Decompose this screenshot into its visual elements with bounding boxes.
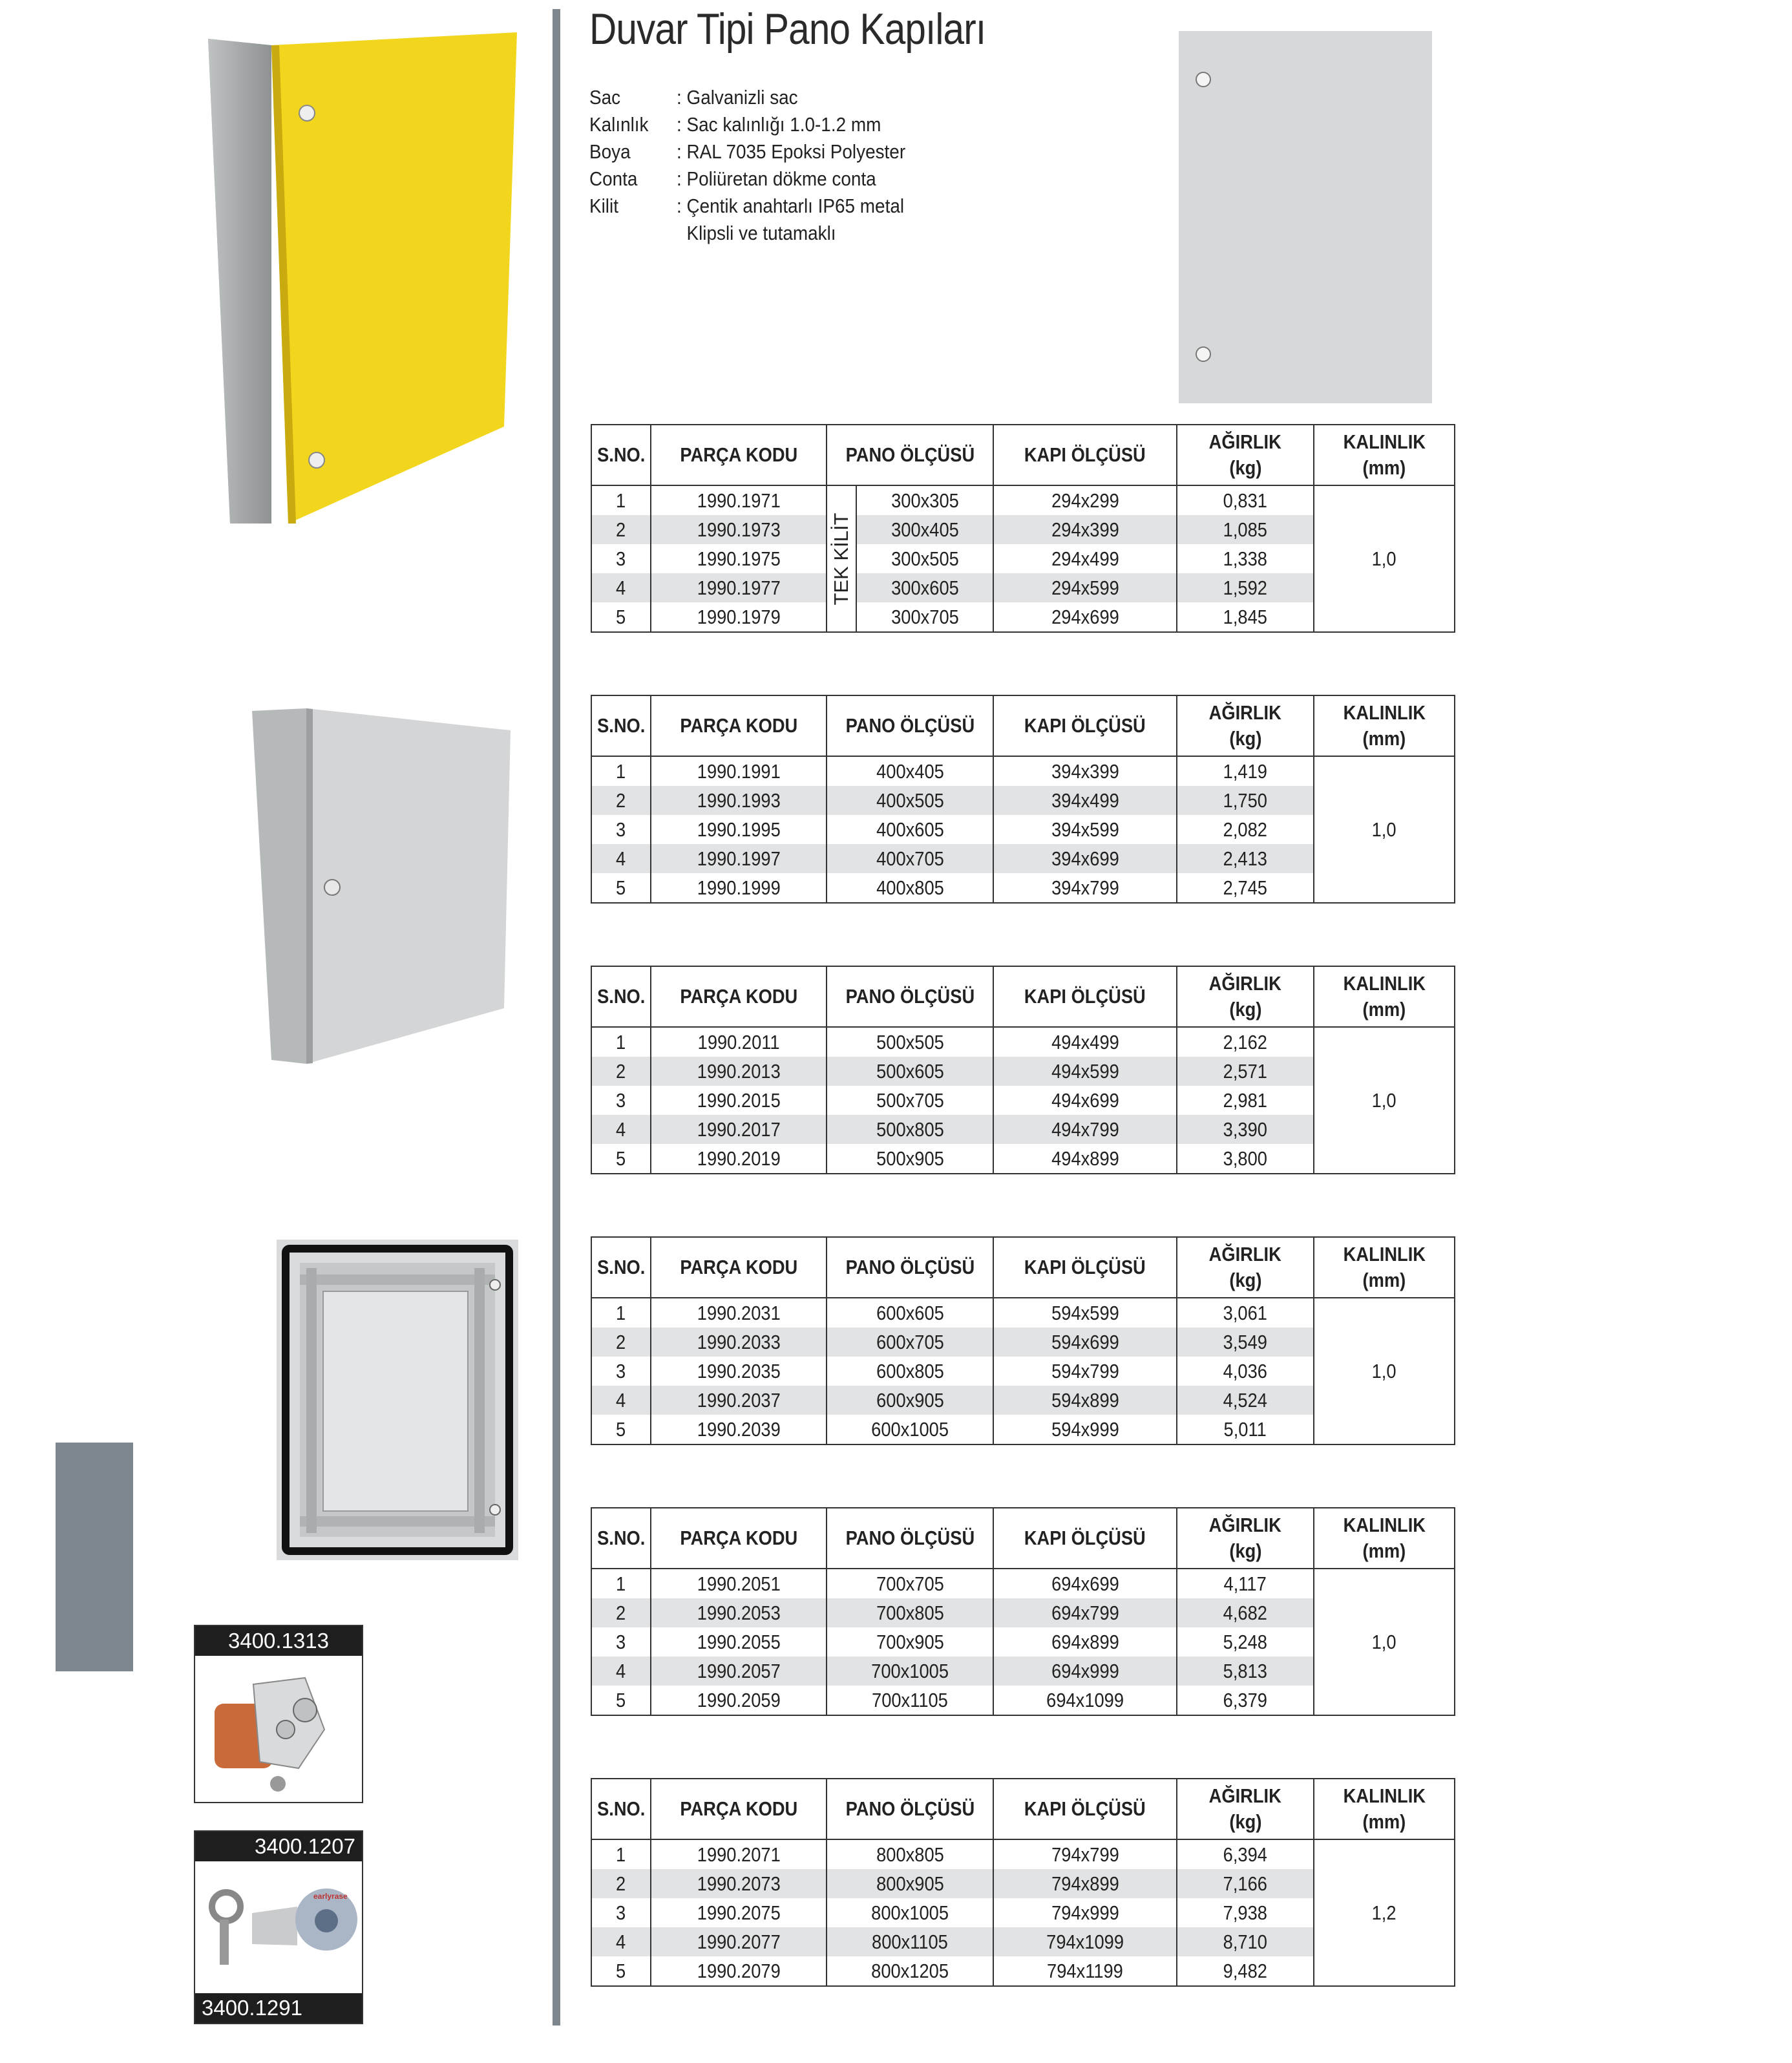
table-row: 5 1990.1999 400x805 394x799 2,745 <box>591 873 1455 903</box>
header-pano: PANO ÖLÇÜSÜ <box>827 1237 993 1298</box>
header-kapi: KAPI ÖLÇÜSÜ <box>993 966 1177 1027</box>
header-sno: S.NO. <box>591 1779 651 1839</box>
spec-list <box>589 84 905 247</box>
spec-row: Kilit : Çentik anahtarlı IP65 metal <box>589 195 905 217</box>
header-code: PARÇA KODU <box>651 966 827 1027</box>
table-row: 5 1990.2059 700x1105 694x1099 6,379 <box>591 1686 1455 1715</box>
table-row: 5 1990.2039 600x1005 594x999 5,011 <box>591 1415 1455 1444</box>
spec-row: Boya : RAL 7035 Epoksi Polyester <box>589 140 906 163</box>
accessory-code-label: 3400.1291 <box>195 1993 362 2023</box>
header-sno: S.NO. <box>591 425 651 485</box>
spec-row: Klipsli ve tutamaklı <box>677 222 836 244</box>
header-kapi: KAPI ÖLÇÜSÜ <box>993 1779 1177 1839</box>
table-row: 3 1990.2015 500x705 494x699 2,981 <box>591 1086 1455 1115</box>
header-kapi: KAPI ÖLÇÜSÜ <box>993 1508 1177 1569</box>
accessory-clamp-box <box>194 1625 363 1803</box>
table-row: 2 1990.1993 400x505 394x499 1,750 <box>591 786 1455 815</box>
page-title: Duvar Tipi Pano Kapıları <box>589 5 986 54</box>
header-sno: S.NO. <box>591 1237 651 1298</box>
table-row: 1 1990.1991 400x405 394x399 1,419 1,0 <box>591 756 1455 786</box>
lock-type-label: TEK KİLİT <box>830 513 852 605</box>
header-kapi: KAPI ÖLÇÜSÜ <box>993 695 1177 756</box>
table-row: 1 1990.2011 500x505 494x499 2,162 1,0 <box>591 1027 1455 1057</box>
table-row: 1 1990.2051 700x705 694x699 4,117 1,0 <box>591 1569 1455 1598</box>
spec-row: Sac : Galvanizli sac <box>589 86 798 109</box>
header-code: PARÇA KODU <box>651 1508 827 1569</box>
thickness-cell: 1,0 <box>1314 485 1455 632</box>
product-table-1 <box>591 424 1455 633</box>
product-table-3 <box>591 966 1455 1174</box>
header-kapi: KAPI ÖLÇÜSÜ <box>993 425 1177 485</box>
table-row: 3 1990.2075 800x1005 794x999 7,938 <box>591 1898 1455 1927</box>
thickness-cell: 1,0 <box>1314 1298 1455 1444</box>
table-header-row <box>591 425 1455 485</box>
header-code: PARÇA KODU <box>651 695 827 756</box>
product-table-5 <box>591 1507 1455 1716</box>
table-row: 1 1990.2031 600x605 594x599 3,061 1,0 <box>591 1298 1455 1328</box>
header-weight: AĞIRLIK (kg) <box>1177 966 1314 1027</box>
spec-row: Conta : Poliüretan dökme conta <box>589 167 876 190</box>
header-pano: PANO ÖLÇÜSÜ <box>827 425 993 485</box>
table-row: 3 1990.2055 700x905 694x899 5,248 <box>591 1627 1455 1656</box>
thickness-cell: 1,0 <box>1314 1569 1455 1715</box>
table-row: 2 1990.2053 700x805 694x799 4,682 <box>591 1598 1455 1627</box>
header-weight: AĞIRLIK (kg) <box>1177 425 1314 485</box>
thickness-cell: 1,0 <box>1314 756 1455 903</box>
table-row: 4 1990.2077 800x1105 794x1099 8,710 <box>591 1927 1455 1956</box>
grey-door-panel-image <box>1179 31 1432 403</box>
accessory-key-lock <box>194 1830 363 2024</box>
grey-cabinet-image <box>246 704 517 1066</box>
header-pano: PANO ÖLÇÜSÜ <box>827 1779 993 1839</box>
header-thickness: KALINLIK (mm) <box>1314 1779 1455 1839</box>
clamp-image <box>208 1665 350 1794</box>
accessory-clamp <box>194 1625 363 1803</box>
key-lock-image <box>200 1868 358 1984</box>
header-sno: S.NO. <box>591 1508 651 1569</box>
table-row: 4 1990.1977 300x605 294x599 1,592 <box>591 573 1455 602</box>
table-row: 2 1990.2013 500x605 494x599 2,571 <box>591 1057 1455 1086</box>
header-thickness: KALINLIK (mm) <box>1314 695 1455 756</box>
header-thickness: KALINLIK (mm) <box>1314 1237 1455 1298</box>
table-row: 4 1990.1997 400x705 394x699 2,413 <box>591 844 1455 873</box>
header-kapi: KAPI ÖLÇÜSÜ <box>993 1237 1177 1298</box>
header-thickness: KALINLIK (mm) <box>1314 425 1455 485</box>
table-row: 5 1990.2079 800x1205 794x1199 9,482 <box>591 1956 1455 1986</box>
accessory-code-label: 3400.1313 <box>195 1626 362 1656</box>
header-code: PARÇA KODU <box>651 425 827 485</box>
yellow-door-cabinet-image <box>200 26 523 530</box>
table-row: 4 1990.2057 700x1005 694x999 5,813 <box>591 1656 1455 1686</box>
table-row: 5 1990.2019 500x905 494x899 3,800 <box>591 1144 1455 1174</box>
table-row: 1 1990.1971 TEK KİLİT 300x305 294x299 0,831 1,0 <box>591 485 1455 515</box>
header-sno: S.NO. <box>591 695 651 756</box>
header-thickness: KALINLIK (mm) <box>1314 1508 1455 1569</box>
lock-type-cell <box>827 485 856 632</box>
table-row: 3 1990.1995 400x605 394x599 2,082 <box>591 815 1455 844</box>
thickness-cell: 1,2 <box>1314 1839 1455 1986</box>
table-row: 1 1990.2071 800x805 794x799 6,394 1,2 <box>591 1839 1455 1869</box>
table-row: 3 1990.1975 300x505 294x499 1,338 <box>591 544 1455 573</box>
lock-brand-logo: earlyrase <box>313 1892 348 1901</box>
table-row: 3 1990.2035 600x805 594x799 4,036 <box>591 1357 1455 1386</box>
table-row: 2 1990.2073 800x905 794x899 7,166 <box>591 1869 1455 1898</box>
header-weight: AĞIRLIK (kg) <box>1177 1508 1314 1569</box>
header-pano: PANO ÖLÇÜSÜ <box>827 1508 993 1569</box>
product-table-6 <box>591 1778 1455 1987</box>
header-thickness: KALINLIK (mm) <box>1314 966 1455 1027</box>
header-code: PARÇA KODU <box>651 1779 827 1839</box>
header-weight: AĞIRLIK (kg) <box>1177 1779 1314 1839</box>
spec-row: Kalınlık : Sac kalınlığı 1.0-1.2 mm <box>589 113 881 136</box>
table-row: 5 1990.1979 300x705 294x699 1,845 <box>591 602 1455 632</box>
open-cabinet-frame-image <box>277 1240 518 1560</box>
accessory-code-label: 3400.1207 <box>195 1832 362 1861</box>
table-row: 4 1990.2017 500x805 494x799 3,390 <box>591 1115 1455 1144</box>
table-header-row <box>591 1237 1455 1298</box>
table-header-row <box>591 695 1455 756</box>
table-header-row <box>591 1508 1455 1569</box>
product-table-2 <box>591 695 1455 904</box>
header-sno: S.NO. <box>591 966 651 1027</box>
header-pano: PANO ÖLÇÜSÜ <box>827 695 993 756</box>
vertical-divider-bar <box>553 9 560 2026</box>
thickness-cell: 1,0 <box>1314 1027 1455 1174</box>
table-row: 4 1990.2037 600x905 594x899 4,524 <box>591 1386 1455 1415</box>
product-table-4 <box>591 1236 1455 1445</box>
header-code: PARÇA KODU <box>651 1237 827 1298</box>
table-row: 2 1990.1973 300x405 294x399 1,085 <box>591 515 1455 544</box>
side-tab-marker <box>56 1443 133 1671</box>
table-row: 2 1990.2033 600x705 594x699 3,549 <box>591 1328 1455 1357</box>
header-pano: PANO ÖLÇÜSÜ <box>827 966 993 1027</box>
header-weight: AĞIRLIK (kg) <box>1177 695 1314 756</box>
table-header-row <box>591 966 1455 1027</box>
table-header-row <box>591 1779 1455 1839</box>
header-weight: AĞIRLIK (kg) <box>1177 1237 1314 1298</box>
accessory-key-box <box>194 1830 363 2024</box>
